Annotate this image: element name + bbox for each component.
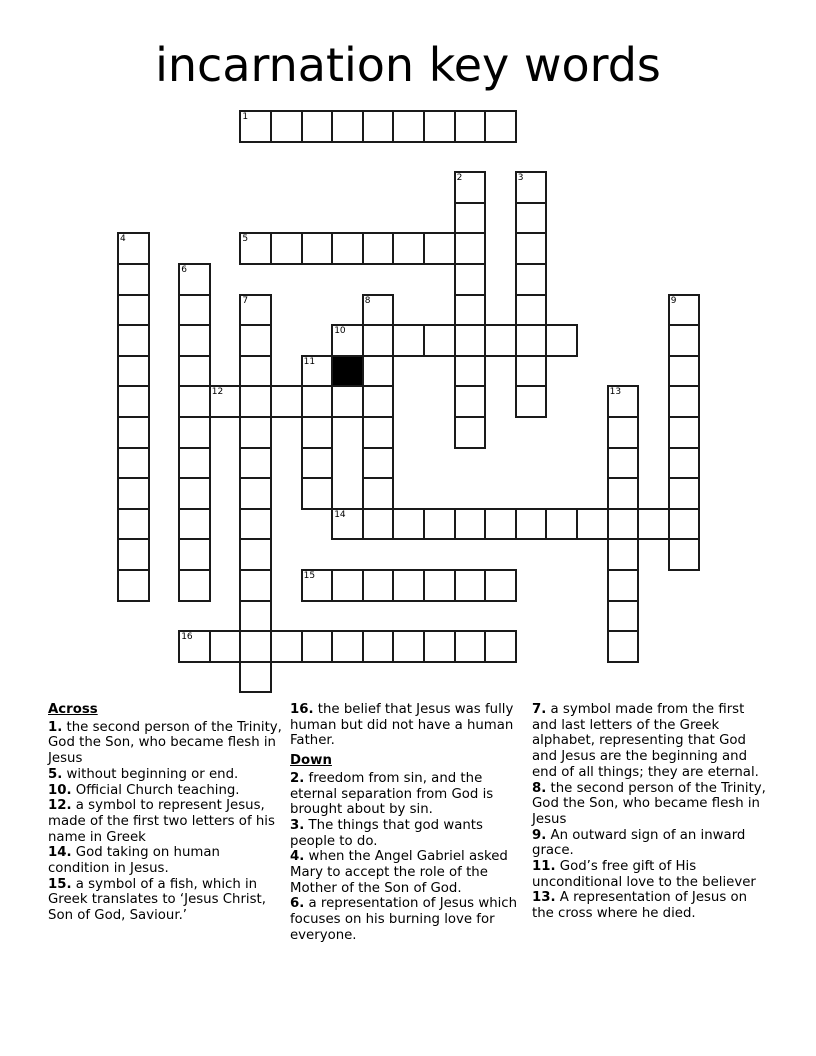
grid-cell[interactable] xyxy=(239,508,272,541)
grid-cell[interactable] xyxy=(117,324,150,357)
grid-cell[interactable] xyxy=(301,569,334,602)
grid-cell[interactable] xyxy=(270,385,303,418)
grid-cell[interactable] xyxy=(668,416,701,449)
grid-cell[interactable] xyxy=(607,508,640,541)
grid-cell[interactable] xyxy=(362,447,395,480)
grid-cell[interactable] xyxy=(454,355,487,388)
grid-cell[interactable] xyxy=(301,110,334,143)
clues-column-3 xyxy=(532,702,768,922)
grid-cell[interactable] xyxy=(239,355,272,388)
grid-cell[interactable] xyxy=(178,416,211,449)
grid-cell[interactable] xyxy=(392,630,425,663)
grid-cell[interactable] xyxy=(117,232,150,265)
grid-cell[interactable] xyxy=(239,385,272,418)
clue-number: 1 xyxy=(242,112,249,122)
grid-cell[interactable] xyxy=(515,263,548,296)
grid-cell[interactable] xyxy=(270,630,303,663)
clue-down-6: 6. a representation of Jesus which focuses on his burning love for everyone. xyxy=(290,896,518,943)
grid-cell[interactable] xyxy=(668,324,701,357)
grid-cell[interactable] xyxy=(178,477,211,510)
grid-cell[interactable] xyxy=(117,538,150,571)
grid-cell[interactable] xyxy=(331,324,364,357)
grid-cell[interactable] xyxy=(270,110,303,143)
grid-cell[interactable] xyxy=(668,447,701,480)
clue-number: 7 xyxy=(242,295,249,306)
grid-cell[interactable] xyxy=(607,416,640,449)
grid-cell[interactable] xyxy=(178,263,211,296)
grid-cell[interactable] xyxy=(607,630,640,663)
clue-number: 3 xyxy=(517,173,524,184)
grid-cell[interactable] xyxy=(668,508,701,541)
grid-cell[interactable] xyxy=(362,110,395,143)
clue-number: 4 xyxy=(120,234,126,245)
grid-cell[interactable] xyxy=(607,385,640,418)
grid-cell[interactable] xyxy=(178,355,211,388)
grid-cell[interactable] xyxy=(178,447,211,480)
grid-cell[interactable] xyxy=(454,385,487,418)
grid-cell[interactable] xyxy=(668,477,701,510)
grid-cell[interactable] xyxy=(362,294,395,327)
grid-cell[interactable] xyxy=(515,355,548,388)
grid-cell[interactable] xyxy=(209,630,242,663)
grid-cell[interactable] xyxy=(423,630,456,663)
grid-cell[interactable] xyxy=(454,569,487,602)
grid-cell[interactable] xyxy=(331,508,364,541)
grid-cell[interactable] xyxy=(209,385,242,418)
grid-cell[interactable] xyxy=(117,416,150,449)
grid-cell[interactable] xyxy=(239,661,272,694)
grid-cell[interactable] xyxy=(362,569,395,602)
grid-cell[interactable] xyxy=(484,324,517,357)
clue-number: 2 xyxy=(456,173,463,184)
grid-cell[interactable] xyxy=(239,294,272,327)
grid-cell[interactable] xyxy=(331,232,364,265)
grid-cell[interactable] xyxy=(117,508,150,541)
grid-cell[interactable] xyxy=(301,416,334,449)
grid-cell[interactable] xyxy=(362,355,395,388)
grid-cell[interactable] xyxy=(331,110,364,143)
clue-down-9: 9. An outward sign of an inward grace. xyxy=(532,827,746,859)
grid-cell[interactable] xyxy=(239,630,272,663)
clue-number: 10 xyxy=(334,326,346,337)
grid-cell[interactable] xyxy=(301,355,334,388)
clue-down-8: 8. the second person of the Trinity, God the Son, who became flesh in Jesus xyxy=(532,780,766,827)
grid-cell[interactable] xyxy=(545,508,578,541)
grid-cell[interactable] xyxy=(362,385,395,418)
grid-cell[interactable] xyxy=(301,385,334,418)
grid-cell[interactable] xyxy=(239,538,272,571)
clue-across-15: 15. a symbol of a fish, which in Greek translates to ‘Jesus Christ, Son of God, Saviour.’ xyxy=(48,876,266,924)
clue-across-10: 10. Official Church teaching. xyxy=(48,782,240,798)
grid-cell[interactable] xyxy=(423,569,456,602)
clue-number: 5 xyxy=(242,234,249,245)
grid-cell[interactable] xyxy=(454,202,487,235)
grid-cell[interactable] xyxy=(484,508,517,541)
grid-cell[interactable] xyxy=(239,477,272,510)
grid-cell[interactable] xyxy=(392,569,425,602)
grid-cell[interactable] xyxy=(362,416,395,449)
clue-number: 9 xyxy=(670,295,677,306)
clue-across-5: 5. without beginning or end. xyxy=(48,766,239,782)
grid-cell[interactable] xyxy=(239,600,272,633)
grid-cell[interactable] xyxy=(515,385,548,418)
grid-cell[interactable] xyxy=(270,232,303,265)
grid-cell[interactable] xyxy=(668,538,701,571)
grid-cell[interactable] xyxy=(454,294,487,327)
grid-cell[interactable] xyxy=(331,630,364,663)
grid-cell[interactable] xyxy=(515,324,548,357)
grid-cell[interactable] xyxy=(637,508,670,541)
grid-cell[interactable] xyxy=(454,508,487,541)
clue-number: 16 xyxy=(181,632,193,643)
clue-number: 14 xyxy=(334,509,346,520)
grid-cell[interactable] xyxy=(668,385,701,418)
grid-cell[interactable] xyxy=(423,324,456,357)
grid-cell[interactable] xyxy=(515,508,548,541)
grid-cell[interactable] xyxy=(607,600,640,633)
grid-cell[interactable] xyxy=(178,538,211,571)
grid-cell[interactable] xyxy=(392,232,425,265)
grid-cell[interactable] xyxy=(515,171,548,204)
grid-cell[interactable] xyxy=(117,477,150,510)
grid-cell[interactable] xyxy=(423,110,456,143)
clue-across-14: 14. God taking on human condition in Jesus. xyxy=(48,845,220,877)
page-title: incarnation key words xyxy=(155,38,661,92)
grid-cell[interactable] xyxy=(454,630,487,663)
grid-cell[interactable] xyxy=(178,630,211,663)
clue-number: 13 xyxy=(609,387,622,398)
grid-cell[interactable] xyxy=(362,232,395,265)
grid-cell[interactable] xyxy=(484,630,517,663)
clue-across-12: 12. a symbol to represent Jesus, made of the first two letters of his name in Greek xyxy=(48,798,275,845)
black-cell xyxy=(331,355,364,388)
grid-cell[interactable] xyxy=(239,232,272,265)
grid-cell[interactable] xyxy=(454,171,487,204)
clue-number: 11 xyxy=(303,356,316,367)
grid-cell[interactable] xyxy=(362,324,395,357)
clues-column-2 xyxy=(290,702,526,944)
grid-cell[interactable] xyxy=(117,355,150,388)
grid-cell[interactable] xyxy=(454,110,487,143)
grid-cell[interactable] xyxy=(301,232,334,265)
grid-cell[interactable] xyxy=(515,202,548,235)
grid-cell[interactable] xyxy=(454,324,487,357)
clue-number: 6 xyxy=(181,265,187,275)
grid-cell[interactable] xyxy=(301,447,334,480)
grid-cell[interactable] xyxy=(484,569,517,602)
clue-across-1: 1. the second person of the Trinity, God the Son, who became flesh in Jesus xyxy=(48,719,282,767)
grid-cell[interactable] xyxy=(117,569,150,602)
clue-across-16: 16. the belief that Jesus was fully human but did not have a human Father. xyxy=(290,702,514,749)
grid-cell[interactable] xyxy=(576,508,609,541)
clue-down-3: 3. The things that god wants people to do. xyxy=(290,817,483,849)
grid-cell[interactable] xyxy=(607,477,640,510)
grid-cell[interactable] xyxy=(607,447,640,480)
grid-cell[interactable] xyxy=(178,508,211,541)
crossword-grid xyxy=(117,110,717,710)
grid-cell[interactable] xyxy=(515,294,548,327)
grid-cell[interactable] xyxy=(301,477,334,510)
across-header: Across xyxy=(48,702,98,717)
grid-cell[interactable] xyxy=(331,385,364,418)
grid-cell[interactable] xyxy=(362,508,395,541)
grid-cell[interactable] xyxy=(668,294,701,327)
grid-cell[interactable] xyxy=(239,324,272,357)
grid-cell[interactable] xyxy=(515,232,548,265)
grid-cell[interactable] xyxy=(392,324,425,357)
grid-cell[interactable] xyxy=(392,110,425,143)
grid-cell[interactable] xyxy=(178,294,211,327)
grid-cell[interactable] xyxy=(607,538,640,571)
grid-cell[interactable] xyxy=(392,508,425,541)
grid-cell[interactable] xyxy=(117,447,150,480)
grid-cell[interactable] xyxy=(239,569,272,602)
clue-down-13: 13. A representation of Jesus on the cross where he died. xyxy=(532,890,748,922)
clues-column-1 xyxy=(48,702,284,924)
grid-cell[interactable] xyxy=(117,294,150,327)
clue-number: 8 xyxy=(364,295,371,306)
grid-cell[interactable] xyxy=(239,416,272,449)
grid-cell[interactable] xyxy=(454,232,487,265)
grid-cell[interactable] xyxy=(484,110,517,143)
grid-cell[interactable] xyxy=(454,263,487,296)
grid-cell[interactable] xyxy=(239,447,272,480)
grid-cell[interactable] xyxy=(301,630,334,663)
grid-cell[interactable] xyxy=(454,416,487,449)
clue-number: 12 xyxy=(211,387,224,398)
clue-down-11: 11. God’s free gift of His unconditional love to the believer xyxy=(532,859,756,890)
grid-cell[interactable] xyxy=(178,385,211,418)
grid-cell[interactable] xyxy=(239,110,272,143)
grid-cell[interactable] xyxy=(117,263,150,296)
down-header: Down xyxy=(290,753,332,769)
clue-down-2: 2. freedom from sin, and the eternal separation from God is brought about by sin. xyxy=(290,770,494,818)
grid-cell[interactable] xyxy=(423,232,456,265)
grid-cell[interactable] xyxy=(668,355,701,388)
grid-cell[interactable] xyxy=(178,324,211,357)
grid-cell[interactable] xyxy=(362,477,395,510)
grid-cell[interactable] xyxy=(178,569,211,602)
clue-down-4: 4. when the Angel Gabriel asked Mary to accept the role of the Mother of the Son of God. xyxy=(290,849,508,896)
grid-cell[interactable] xyxy=(607,569,640,602)
clue-number: 15 xyxy=(303,571,316,581)
grid-cell[interactable] xyxy=(331,569,364,602)
grid-cell[interactable] xyxy=(545,324,578,357)
grid-cell[interactable] xyxy=(423,508,456,541)
grid-cell[interactable] xyxy=(362,630,395,663)
grid-cell[interactable] xyxy=(117,385,150,418)
clue-down-7: 7. a symbol made from the first and last letters of the Greek alphabet, representing that God and Jesus are the beginning and end of all things; they are eternal. xyxy=(532,702,759,780)
